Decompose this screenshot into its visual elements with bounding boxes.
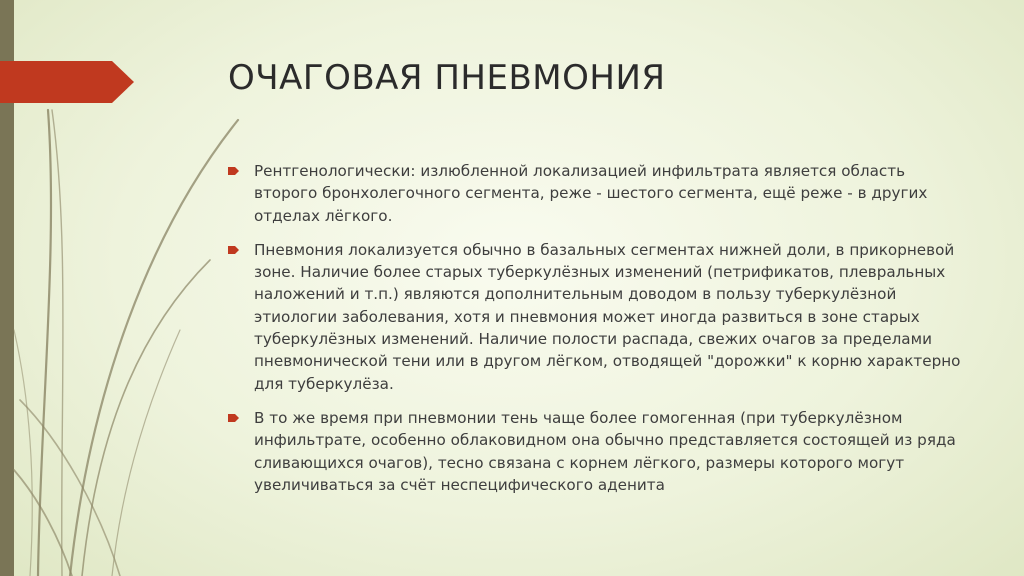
arrow-bullet-icon [228, 165, 240, 177]
bullet-text: Рентгенологически: излюбленной локализацией инфильтрата является область второго бронхолегочного сегмента, реже - шестого сегмента, ещё реже - в других отделах лёгкого. [254, 162, 928, 225]
arrow-bullet-icon [228, 244, 240, 256]
arrow-bullet-icon [228, 412, 240, 424]
bullet-item [228, 407, 968, 496]
bullet-item [228, 239, 968, 395]
bullet-text: Пневмония локализуется обычно в базальных сегментах нижней доли, в прикорневой зоне. Наличие более старых туберкулёзных изменений (петрификатов, плевральных наложений и т.п.) являются дополнительным доводом в пользу туберкулёзной этиологии заболевания, хотя и пневмония может иногда развиться в зоне старых туберкулёзных изменений. Наличие полости распада, свежих очагов за пределами пневмонической тени или в другом лёгком, отводящей "дорожки" к корню характерно для туберкулёза. [254, 240, 961, 393]
bullet-text: В то же время при пневмонии тень чаще более гомогенная (при туберкулёзном инфильтрате, особенно облаковидном она обычно представляется состоящей из ряда сливающихся очагов), тесно связана с корнем лёгкого, размеры которого могут увеличиваться за счёт неспецифического аденита [254, 408, 956, 494]
bullet-item [228, 160, 968, 227]
bullet-list [228, 160, 968, 508]
title-accent-arrow [0, 0, 140, 576]
slide-title: ОЧАГОВАЯ ПНЕВМОНИЯ [228, 58, 666, 98]
